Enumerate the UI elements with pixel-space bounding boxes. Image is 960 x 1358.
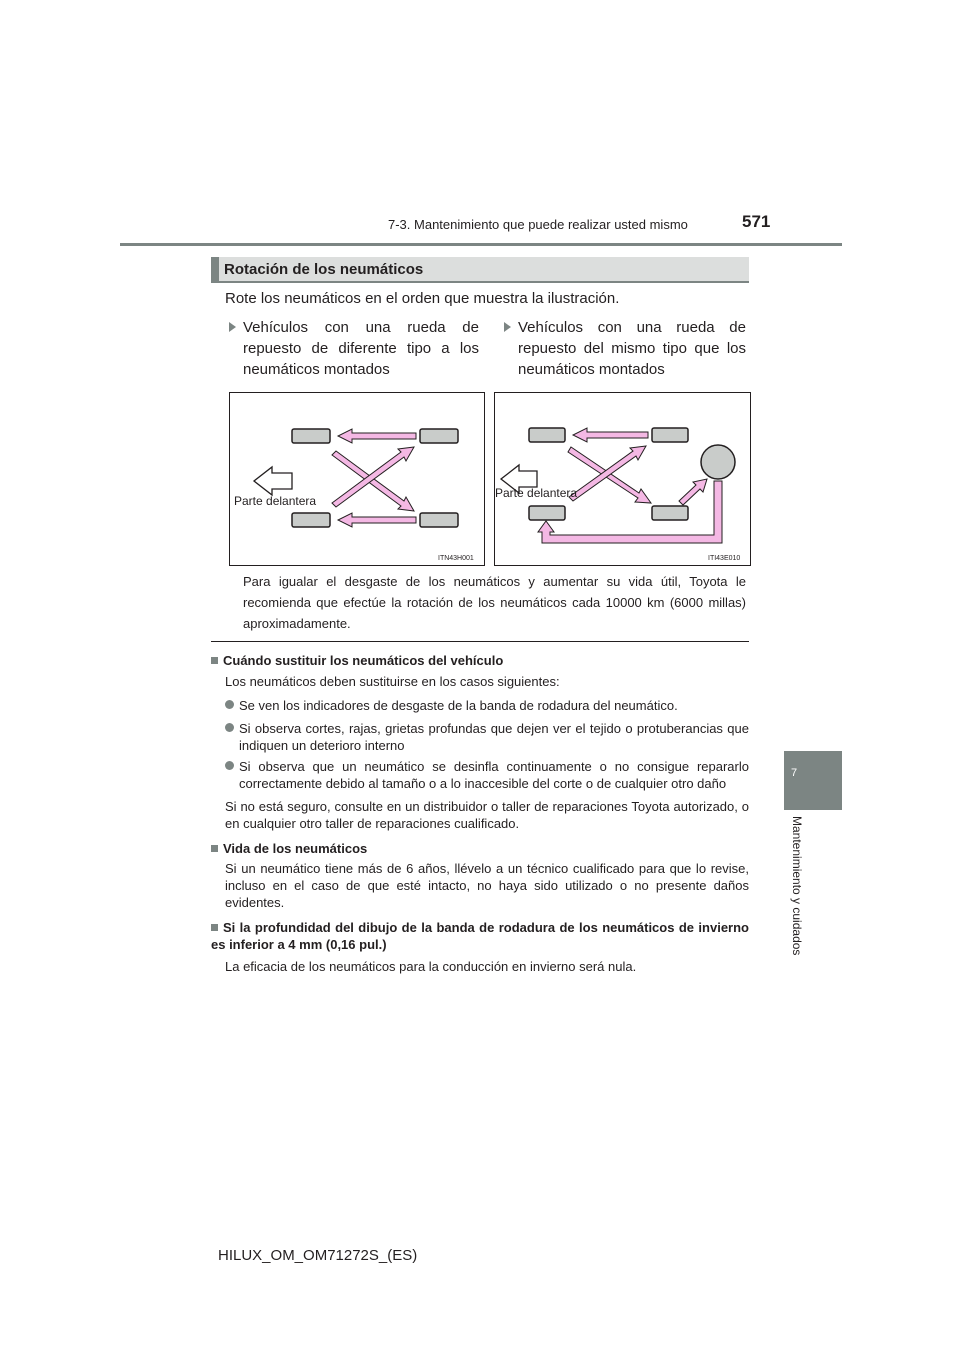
figure-code: ITI43E010 bbox=[708, 555, 741, 562]
page-number: 571 bbox=[742, 212, 771, 231]
rotation-diagram-left-svg bbox=[230, 393, 484, 565]
column-heading-right bbox=[518, 317, 746, 380]
square-bullet-icon bbox=[211, 845, 218, 852]
tire-rear-right bbox=[652, 428, 688, 442]
rotation-diagram-same-spare bbox=[494, 392, 751, 566]
tire-rear-left bbox=[529, 428, 565, 442]
arrow-diagonal-down bbox=[332, 451, 414, 511]
life-text: Si un neumático tiene más de 6 años, llévelo a un técnico cualificado para que lo revise, incluso en el caso de que esté intacto, no haya sido utilizado o no presente daños evidentes. bbox=[225, 861, 749, 910]
subheading-text: Vida de los neumáticos bbox=[223, 841, 368, 856]
tire-front-right bbox=[652, 506, 688, 520]
spare-tire bbox=[701, 445, 735, 479]
footer-code: HILUX_OM_OM71272S_(ES) bbox=[218, 1247, 418, 1264]
replace-outro: Si no está seguro, consulte en un distribuidor o taller de reparaciones Toyota autorizado, o en cualquier otro taller de reparaciones cualificado. bbox=[225, 799, 749, 831]
header-rule bbox=[120, 243, 842, 246]
list-item-text: Si observa cortes, rajas, grietas profundas que dejen ver el tejido o protuberancias que indiquen un deterioro interno bbox=[239, 721, 749, 753]
section-title: Rotación de los neumáticos bbox=[224, 261, 424, 278]
arrow-rear-right-to-left bbox=[338, 429, 416, 443]
square-bullet-icon bbox=[211, 924, 218, 931]
tire-front-right bbox=[420, 513, 458, 527]
circle-bullet-icon bbox=[225, 723, 234, 732]
tire-rear-left bbox=[292, 429, 330, 443]
chapter-tab-number: 7 bbox=[791, 767, 798, 779]
column-heading-left bbox=[243, 317, 479, 380]
subheading-text: Cuándo sustituir los neumáticos del vehículo bbox=[223, 653, 504, 668]
subheading-text: Si la profundidad del dibujo de la banda de rodadura de los neumáticos de invierno es inferior a 4 mm (0,16 pul.) bbox=[211, 920, 749, 952]
tire-front-left bbox=[292, 513, 330, 527]
subheading-winter bbox=[211, 919, 749, 953]
arrow-rear-right-to-left bbox=[573, 428, 648, 442]
rotation-note: Para igualar el desgaste de los neumáticos y aumentar su vida útil, Toyota le recomienda que efectúe la rotación de los neumáticos cada 10000 km (6000 millas) aproximadamente. bbox=[243, 574, 746, 631]
arrow-front-right-to-spare bbox=[679, 479, 707, 505]
header-section-title: 7-3. Mantenimiento que puede realizar usted mismo bbox=[388, 217, 688, 232]
list-item bbox=[239, 758, 749, 792]
tire-front-left bbox=[529, 506, 565, 520]
rotation-diagram-different-spare bbox=[229, 392, 485, 566]
section-title-marker bbox=[211, 257, 219, 283]
rotation-diagram-right-svg bbox=[495, 393, 750, 565]
divider bbox=[211, 641, 749, 642]
circle-bullet-icon bbox=[225, 761, 234, 770]
column-heading-text: Vehículos con una rueda de repuesto de diferente tipo a los neumáticos montados bbox=[243, 319, 479, 378]
list-item bbox=[239, 720, 749, 754]
figure-label: Parte delantera bbox=[234, 494, 317, 508]
tire-rear-right bbox=[420, 429, 458, 443]
circle-bullet-icon bbox=[225, 700, 234, 709]
subheading-replace bbox=[211, 652, 751, 669]
section-intro: Rote los neumáticos en el orden que muestra la ilustración. bbox=[225, 290, 620, 307]
replace-intro: Los neumáticos deben sustituirse en los casos siguientes: bbox=[225, 674, 560, 689]
triangle-bullet-icon bbox=[229, 322, 236, 332]
subheading-life bbox=[211, 840, 751, 857]
winter-text: La eficacia de los neumáticos para la conducción en invierno será nula. bbox=[225, 959, 637, 974]
chapter-tab bbox=[784, 751, 842, 810]
list-item bbox=[239, 697, 749, 714]
chapter-tab-label: Mantenimiento y cuidados bbox=[790, 816, 804, 956]
arrow-front-right-to-left bbox=[338, 513, 416, 527]
triangle-bullet-icon bbox=[504, 322, 511, 332]
figure-code: ITN43H001 bbox=[438, 555, 474, 562]
square-bullet-icon bbox=[211, 657, 218, 664]
list-item-text: Se ven los indicadores de desgaste de la banda de rodadura del neumático. bbox=[239, 698, 678, 713]
column-heading-text: Vehículos con una rueda de repuesto del mismo tipo que los neumáticos montados bbox=[518, 319, 746, 378]
list-item-text: Si observa que un neumático se desinfla continuamente o no consigue repararlo correctamente debido al tamaño o a lo inaccesible del corte o de cualquier otro daño bbox=[239, 759, 749, 791]
arrow-diagonal-up bbox=[332, 447, 414, 507]
figure-label: Parte delantera bbox=[495, 486, 578, 500]
front-direction-arrow-icon bbox=[254, 467, 292, 495]
